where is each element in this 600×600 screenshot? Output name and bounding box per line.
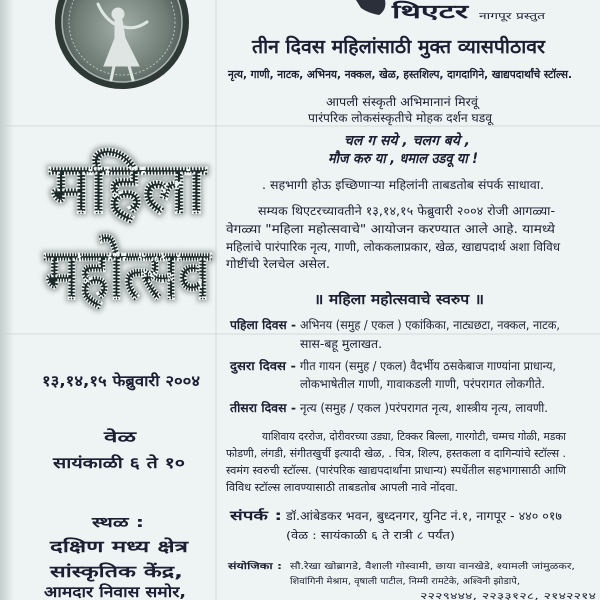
venue-line-3: आमदार निवास समोर, (44, 583, 186, 600)
day-1-label: पहिला दिवस - (228, 318, 297, 332)
tagline: तीन दिवस महिलांसाठी मुक्त व्यासपीठावर (252, 36, 539, 58)
phone-numbers-partial: २२२९४४४, २२३३१२८, २१४२२१४ (420, 592, 597, 600)
event-dates: १३,१४,१५ फेब्रुवारी २००४ (42, 372, 185, 390)
extras-line-2: फोडणी, लंगडी, संगीतखुर्ची इत्यादी खेळ, . चित्र, शिल्प, हस्तकला व दागिन्यांचे स्टॉल्स . (226, 447, 566, 460)
motto-line-2: पारंपरिक लोकसंस्कृतीचे मोहक दर्शन घडवू (308, 111, 490, 125)
day-2-line-1: गीत गायन (समुह / एकल) वैदर्भीय ठसकेबाज गाण्यांना प्राधान्य, (300, 359, 575, 373)
contact-address: डॉ.आंबेडकर भवन, बुध्दनगर, युनिट नं.१, नागपूर - ४४० ०१७ (286, 509, 549, 523)
intro-line-2: वेगळ्या "महिला महोत्सवाचे" आयोजन करण्यात आले आहे. यामध्ये (226, 222, 557, 236)
day-1-line-2: सास-बहू मुलाखत. (300, 337, 380, 351)
activities-list: नृत्य, गाणी, नाटक, अभिनय, नक्कल, खेळ, हस्तशिल्प, दागदागिने, खाद्यपदार्थांचे स्टॉल्स. (228, 68, 588, 81)
extras-line-1: याशिवाय दररोज, दोरीवरच्या उड्या, टिक्कर बिल्ला, गारगोटी, चम्मच गोळी, मडका (262, 430, 567, 443)
intro-line-4: गोष्टींची रेलचेल असेल. (226, 257, 330, 271)
presenter-city: नागपूर प्रस्तुत (479, 12, 547, 22)
slogan-line-1: चल ग सये , चलग बये , (344, 133, 471, 149)
time-label: वेळ (102, 428, 137, 446)
day-3-label: तीसरा दिवस - (228, 401, 297, 415)
dancer-head (112, 8, 124, 20)
program-heading: ॥ महिला महोत्सवाचे स्वरुप ॥ (314, 292, 466, 308)
org-name: थिएटर (392, 1, 437, 23)
venue-label: स्थळ : (90, 515, 144, 531)
motto-line-1: आपली संस्कृती अभिमानानं मिरवूं (326, 95, 470, 109)
day-2-label: दुसरा दिवस - (230, 359, 291, 373)
event-title-line-2: महोत्सव (43, 233, 212, 315)
day-1-line-1: अभिनय (समुह / एकल ) एकांकिका, नाट्यछटा, नक्कल, नाटक, (300, 318, 578, 332)
venue-line-1: दक्षिण मध्य क्षेत्र (48, 537, 190, 556)
extras-line-3: स्वमंग स्वरुची स्टॉल्स. (पारंपरिक खाद्यपदार्थांना प्राधान्य) स्पर्धेतील सहभागासाठी आणि (226, 464, 568, 477)
slogan-line-2: मौज करु या , धमाल उडवू या ! (328, 151, 492, 167)
extras-line-4: विविध स्टॉल्स लावण्यासाठी ताबडतोब आपली नावे नोंदवा. (226, 481, 458, 494)
intro-line-3: महिलांचे पारंपारिक नृत्य, गाणी, लोककलाप्रकार, खेळ, खाद्यपदार्थ अशा विविध (226, 240, 564, 254)
day-2-line-2: लोकभाषेतील गाणी, गावाकडली गाणी, परंपरागत लोकगीते. (300, 377, 545, 391)
organizers-line-2: शिवांगिनी मेश्राम, वृषाली पाटील, निम्मी रामटेके, अश्विनी झोडापे, (290, 577, 501, 587)
participation-appeal: . सहभागी होऊ इच्छिणाऱ्या महिलांनी ताबडतोब संपर्क साधावा. (262, 178, 544, 192)
day-3-line-1: नृत्य (समुह / एकल )परंपरागत नृत्य, शास्त्रीय नृत्य, लावणी. (300, 401, 555, 415)
organizers-line-1: सौ.रेखा खोब्रागडे, वैशाली गोस्वामी, छाया वानखेडे, श्यामली जांमुळकर, (290, 562, 519, 572)
scan-edge-shadow (0, 0, 14, 600)
intro-line-1: सम्यक थिएटरच्यावतीने १३,१४,१५ फेब्रुवारी २००४ रोजी आगळ्या- (258, 204, 540, 218)
contact-timing: (वेळ : सायंकाळी ६ ते रात्री ८ पर्यंत) (286, 529, 455, 542)
event-title-line-1: महिला (48, 147, 208, 229)
contact-label: संपर्क : (230, 509, 266, 524)
organizers-label: संयोजिका : (228, 562, 267, 572)
venue-line-2: सांस्कृतिक केंद्र, (50, 562, 142, 581)
event-time: सायंकाळी ६ ते १० (51, 454, 186, 472)
